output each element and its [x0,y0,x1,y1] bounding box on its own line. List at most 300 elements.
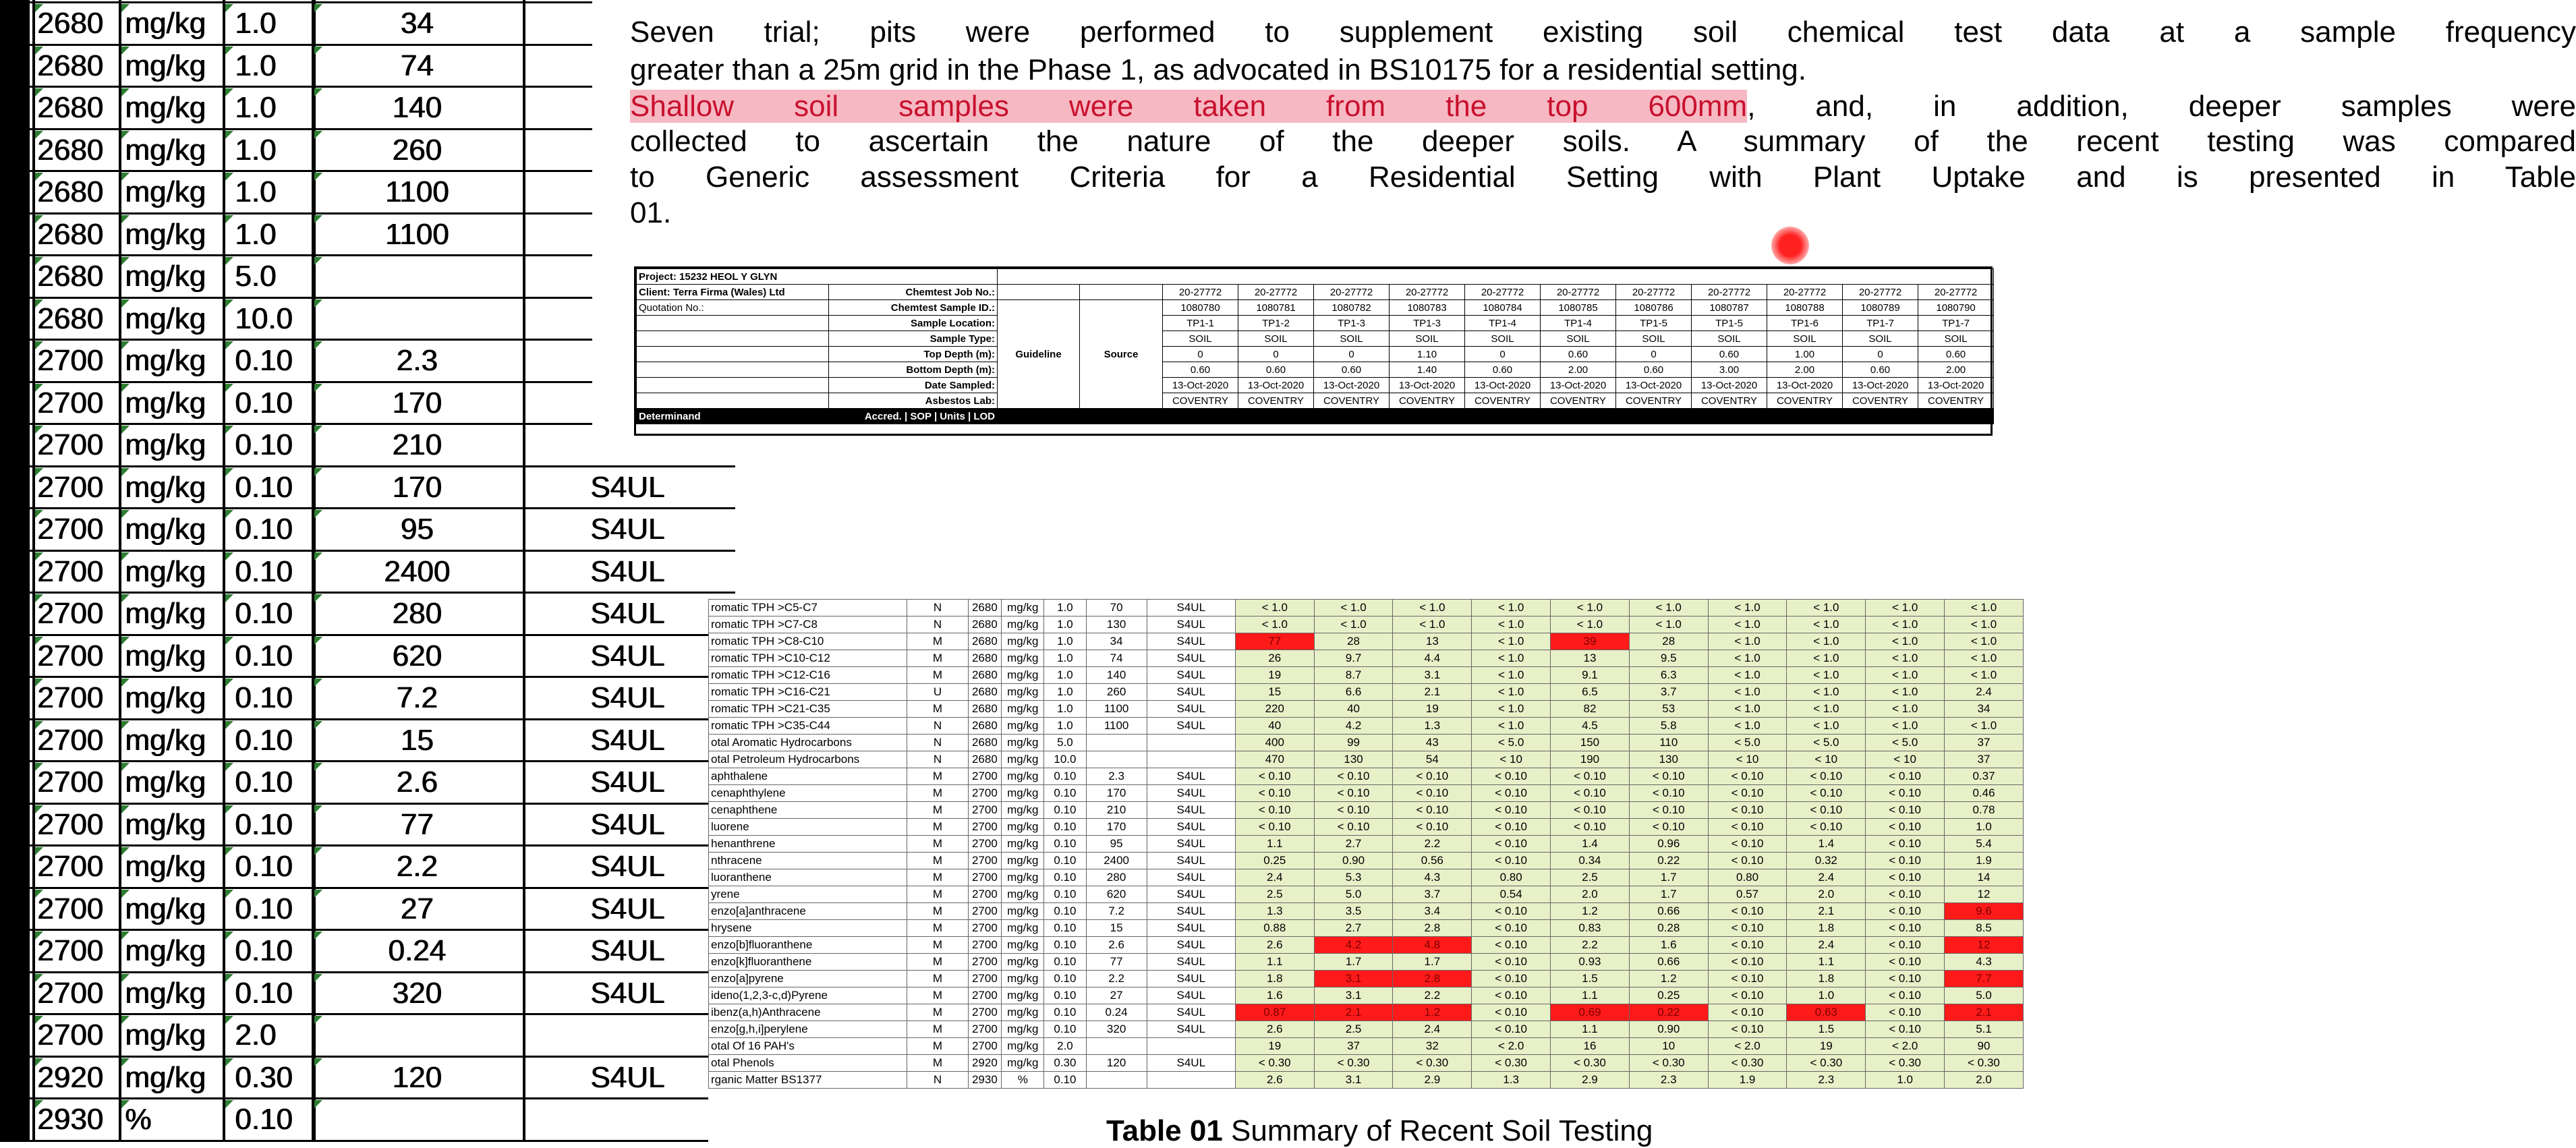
result-cell: 54 [1393,751,1472,768]
result-cell: 2.6 [1235,1072,1314,1089]
result-cell: < 0.10 [1551,768,1630,785]
units-cell: mg/kg [1002,987,1044,1004]
sample-header-cell: 1.10 [1390,347,1465,362]
result-cell: 0.37 [1945,768,2024,785]
table-cell: 2680 [37,260,103,293]
source-cell [1147,1072,1235,1089]
cell-indicator-icon [121,257,130,265]
sample-header-cell: 0 [1163,347,1238,362]
result-cell: < 0.10 [1866,869,1945,886]
source-cell: S4UL [1147,785,1235,802]
accred-cell: M [907,1004,968,1021]
result-cell: < 0.10 [1708,836,1787,853]
sop-cell: 2700 [968,1021,1002,1038]
result-cell: < 0.30 [1235,1055,1314,1072]
sample-header-cell: 20-27772 [1314,285,1390,300]
cell-indicator-icon [35,426,43,434]
sample-header-cell: 13-Oct-2020 [1767,378,1843,393]
accred-cell: N [907,735,968,751]
determinand-cell: romatic TPH >C35-C44 [709,718,907,735]
cell-indicator-icon [121,131,130,139]
cell-indicator-icon [121,974,130,982]
cell-indicator-icon [35,1058,43,1066]
result-cell: 2.5 [1314,1021,1393,1038]
cell-indicator-icon [314,805,322,813]
lod-cell: 1.0 [1044,718,1086,735]
result-cell: < 0.10 [1866,802,1945,819]
sample-header-cell: 0 [1465,347,1541,362]
result-cell: < 1.0 [1787,667,1866,684]
result-cell: 3.1 [1393,667,1472,684]
result-cell: 0.88 [1235,920,1314,937]
source-cell: S4UL [1147,600,1235,616]
result-cell: 0.80 [1472,869,1551,886]
table-cell: mg/kg [125,850,206,883]
table-cell: mg/kg [125,386,206,420]
result-cell: 2.9 [1551,1072,1630,1089]
table-cell: mg/kg [125,681,206,714]
lod-cell: 5.0 [1044,735,1086,751]
table-cell: 34 [400,7,434,40]
table-cell: mg/kg [125,175,206,208]
accred-cell: M [907,869,968,886]
result-cell: 1.0 [1866,1072,1945,1089]
table-row [0,888,735,930]
table-row [0,762,735,803]
cell-indicator-icon [121,468,130,476]
table-cell: 0.10 [235,344,293,377]
result-cell: 5.3 [1314,869,1393,886]
result-cell: < 2.0 [1472,1038,1551,1055]
table-row [709,768,2024,785]
header-field-label: Asbestos Lab: [829,393,998,409]
result-cell: 0.93 [1551,954,1630,971]
result-cell: < 0.10 [1393,819,1472,836]
cell-indicator-icon [121,4,130,12]
result-cell: < 0.10 [1866,954,1945,971]
result-cell: < 0.10 [1787,819,1866,836]
result-cell: < 0.10 [1235,785,1314,802]
result-cell: 32 [1393,1038,1472,1055]
client-label: Client: Terra Firma (Wales) Ltd [637,285,829,300]
guideline-cell: 34 [1086,633,1147,650]
source-cell: S4UL [1147,768,1235,785]
guideline-cell: 27 [1086,987,1147,1004]
cell-indicator-icon [35,257,43,265]
lod-cell: 1.0 [1044,701,1086,718]
result-cell: 37 [1945,735,2024,751]
result-cell: < 1.0 [1393,600,1472,616]
sample-header-cell: SOIL [1918,331,1994,347]
table-cell: 140 [392,91,442,124]
result-cell: < 5.0 [1708,735,1787,751]
lod-cell: 2.0 [1044,1038,1086,1055]
cell-indicator-icon [35,384,43,392]
cell-indicator-icon [225,890,233,898]
result-cell: 15 [1235,684,1314,701]
result-cell: 53 [1629,701,1708,718]
guideline-cell: 1100 [1086,718,1147,735]
result-cell: < 1.0 [1708,684,1787,701]
result-cell: 2.1 [1787,903,1866,920]
result-cell: 5.0 [1314,886,1393,903]
table-row [0,1057,735,1099]
table-cell: mg/kg [125,639,206,672]
source-cell: S4UL [1147,684,1235,701]
lod-cell: 1.0 [1044,667,1086,684]
cell-indicator-icon [314,257,322,265]
result-cell: 4.4 [1393,650,1472,667]
result-cell: < 0.10 [1235,802,1314,819]
units-cell: mg/kg [1002,735,1044,751]
result-cell: < 1.0 [1235,616,1314,633]
sample-header-cell: 1080785 [1541,300,1616,316]
result-cell: < 2.0 [1866,1038,1945,1055]
source-cell: S4UL [1147,1021,1235,1038]
sample-header-cell: COVENTRY [1314,393,1390,409]
table-cell: 0.10 [235,681,293,714]
result-cell: 3.4 [1393,903,1472,920]
units-cell: mg/kg [1002,869,1044,886]
table-row [709,785,2024,802]
result-cell: < 1.0 [1866,667,1945,684]
result-cell: < 1.0 [1945,633,2024,650]
cell-indicator-icon [225,173,233,181]
determinand-cell: enzo[a]pyrene [709,971,907,987]
table-cell: 170 [392,470,442,504]
cell-indicator-icon [121,594,130,602]
table-row [709,1004,2024,1021]
cell-indicator-icon [225,679,233,687]
cell-indicator-icon [35,721,43,729]
table-cell: 260 [392,133,442,167]
result-cell: < 1.0 [1708,667,1787,684]
result-cell: 130 [1314,751,1393,768]
cell-indicator-icon [35,468,43,476]
cell-indicator-icon [121,384,130,392]
units-cell: mg/kg [1002,1021,1044,1038]
source-header: Source [1080,300,1163,409]
cell-indicator-icon [225,257,233,265]
table-row [709,1021,2024,1038]
table-row [709,819,2024,836]
cell-indicator-icon [314,47,322,55]
result-cell: 2.3 [1629,1072,1708,1089]
lod-cell: 1.0 [1044,633,1086,650]
table-cell: 2680 [37,217,103,251]
guideline-cell [1086,735,1147,751]
result-cell: < 0.30 [1629,1055,1708,1072]
sop-cell: 2700 [968,853,1002,869]
sop-cell: 2700 [968,971,1002,987]
result-cell: 110 [1629,735,1708,751]
sample-header-cell: 13-Oct-2020 [1390,378,1465,393]
units-cell: mg/kg [1002,1038,1044,1055]
exceedance-cell: 0.63 [1787,1004,1866,1021]
table-cell: 2680 [37,302,103,335]
cell-indicator-icon [121,890,130,898]
result-cell: < 1.0 [1472,684,1551,701]
result-cell: 13 [1551,650,1630,667]
accred-cell: M [907,954,968,971]
table-row [709,836,2024,853]
cell-indicator-icon [314,763,322,771]
cell-indicator-icon [225,4,233,12]
cell-indicator-icon [314,468,322,476]
cell-indicator-icon [314,173,322,181]
result-cell: 1.1 [1235,836,1314,853]
result-cell: 0.46 [1945,785,2024,802]
table-cell: mg/kg [125,807,206,841]
cell-indicator-icon [35,805,43,813]
guideline-cell: 320 [1086,1021,1147,1038]
result-cell: < 0.10 [1314,819,1393,836]
result-cell: < 2.0 [1708,1038,1787,1055]
table-row [709,650,2024,667]
cell-indicator-icon [314,384,322,392]
cell-indicator-icon [35,215,43,223]
result-cell: 0.78 [1945,802,2024,819]
sample-header-cell: 20-27772 [1692,285,1767,300]
table-cell: S4UL [590,470,665,504]
result-cell: < 1.0 [1314,616,1393,633]
result-cell: 13 [1393,633,1472,650]
table-row [709,987,2024,1004]
result-cell: < 0.10 [1472,819,1551,836]
cell-indicator-icon [35,974,43,982]
cell-indicator-icon [35,510,43,518]
table-cell: 2700 [37,976,103,1010]
table-cell: mg/kg [125,428,206,461]
sample-header-cell: TP1-4 [1465,316,1541,331]
result-cell: 40 [1235,718,1314,735]
cell-indicator-icon [121,847,130,855]
determinand-header: Determinand [637,409,829,424]
result-cell: < 0.10 [1866,1021,1945,1038]
units-cell: mg/kg [1002,853,1044,869]
result-cell: < 0.30 [1866,1055,1945,1072]
result-cell: < 0.10 [1472,1004,1551,1021]
result-cell: 5.0 [1945,987,2024,1004]
determinand-cell: cenaphthene [709,802,907,819]
lod-cell: 0.10 [1044,903,1086,920]
table-row [709,869,2024,886]
sample-header-cell: 13-Oct-2020 [1238,378,1314,393]
guideline-cell: 280 [1086,869,1147,886]
source-cell: S4UL [1147,954,1235,971]
cell-indicator-icon [121,1058,130,1066]
lod-cell: 0.10 [1044,937,1086,954]
source-cell [1147,735,1235,751]
result-cell: 19 [1393,701,1472,718]
result-cell: 82 [1551,701,1630,718]
sop-cell: 2680 [968,701,1002,718]
lod-cell: 0.10 [1044,886,1086,903]
table-cell: S4UL [590,1060,665,1094]
table-cell: 0.10 [235,470,293,504]
sample-header-cell: 20-27772 [1465,285,1541,300]
cell-indicator-icon [35,552,43,561]
cell-indicator-icon [225,426,233,434]
lod-cell: 0.30 [1044,1055,1086,1072]
sample-header-cell: SOIL [1390,331,1465,347]
sop-cell: 2680 [968,684,1002,701]
source-cell: S4UL [1147,836,1235,853]
cell-indicator-icon [35,88,43,96]
result-cell: < 0.10 [1708,920,1787,937]
units-cell: mg/kg [1002,751,1044,768]
sample-header-cell: 13-Oct-2020 [1163,378,1238,393]
source-cell: S4UL [1147,701,1235,718]
cell-indicator-icon [314,847,322,855]
result-cell: 2.6 [1235,1021,1314,1038]
lod-cell: 1.0 [1044,650,1086,667]
result-cell: < 0.10 [1708,1021,1787,1038]
exceedance-cell: 4.8 [1393,937,1472,954]
table-cell: 0.10 [235,934,293,967]
lab-header-table [634,266,1993,436]
cell-indicator-icon [314,974,322,982]
cell-indicator-icon [121,88,130,96]
result-cell: 2.0 [1787,886,1866,903]
sample-header-cell: 20-27772 [1541,285,1616,300]
result-cell: 12 [1945,886,2024,903]
result-cell: 1.7 [1393,954,1472,971]
determinand-cell: romatic TPH >C5-C7 [709,600,907,616]
project-label: Project: 15232 HEOL Y GLYN [637,269,998,285]
result-cell: < 10 [1472,751,1551,768]
cell-indicator-icon [121,1016,130,1024]
sample-header-cell: TP1-3 [1314,316,1390,331]
determinand-cell: ibenz(a,h)Anthracene [709,1004,907,1021]
result-cell: 2.5 [1551,869,1630,886]
result-cell: < 0.10 [1629,768,1708,785]
result-cell: 2.7 [1314,836,1393,853]
table-cell: 2680 [37,133,103,167]
table-row [709,1055,2024,1072]
result-cell: < 0.10 [1708,1004,1787,1021]
laser-pointer-dot [1771,227,1809,264]
result-cell: 3.7 [1393,886,1472,903]
sample-header-cell: 0.60 [1238,362,1314,378]
units-cell: mg/kg [1002,920,1044,937]
result-cell: < 1.0 [1787,650,1866,667]
source-cell: S4UL [1147,853,1235,869]
guideline-cell: 95 [1086,836,1147,853]
units-cell: mg/kg [1002,650,1044,667]
result-cell: 1.0 [1945,819,2024,836]
table-row [709,1072,2024,1089]
result-cell: < 0.10 [1314,802,1393,819]
result-cell: 2.7 [1314,920,1393,937]
cell-indicator-icon [314,299,322,308]
result-cell: 1.8 [1235,971,1314,987]
sample-header-cell: 13-Oct-2020 [1616,378,1692,393]
result-cell: 40 [1314,701,1393,718]
cell-indicator-icon [314,131,322,139]
units-cell: mg/kg [1002,971,1044,987]
sample-header-cell: 20-27772 [1616,285,1692,300]
sample-header-cell: 20-27772 [1843,285,1918,300]
cell-indicator-icon [121,805,130,813]
sample-header-cell: COVENTRY [1692,393,1767,409]
guideline-cell: 70 [1086,600,1147,616]
table-cell: 0.10 [235,554,293,588]
cell-indicator-icon [225,805,233,813]
source-cell [1147,751,1235,768]
sample-header-cell: 13-Oct-2020 [1692,378,1767,393]
result-cell: < 1.0 [1866,616,1945,633]
sample-header-cell: COVENTRY [1918,393,1994,409]
sample-header-cell: 1080787 [1692,300,1767,316]
lod-cell: 10.0 [1044,751,1086,768]
sample-header-cell: TP1-6 [1767,316,1843,331]
result-cell: 37 [1945,751,2024,768]
determinand-cell: aphthalene [709,768,907,785]
table-cell: 2680 [37,175,103,208]
exceedance-cell: 2.1 [1945,1004,2024,1021]
sop-cell: 2700 [968,802,1002,819]
lod-cell: 0.10 [1044,971,1086,987]
result-cell: 1.0 [1787,987,1866,1004]
paragraph-line: Seven trial; pits were performed to supplement existing soil chemical test data at a sample frequency [630,16,2576,49]
cell-indicator-icon [225,299,233,308]
cell-indicator-icon [35,1016,43,1024]
result-cell: < 1.0 [1787,600,1866,616]
result-cell: 34 [1945,701,2024,718]
table-cell: 2700 [37,344,103,377]
units-cell: mg/kg [1002,819,1044,836]
accred-cell: M [907,701,968,718]
sample-header-cell: 1.00 [1767,347,1843,362]
source-cell: S4UL [1147,1004,1235,1021]
result-cell: 2.4 [1787,937,1866,954]
result-cell: 43 [1393,735,1472,751]
result-cell: 4.2 [1314,718,1393,735]
table-cell: 2700 [37,723,103,757]
table-cell: S4UL [590,850,665,883]
cell-indicator-icon [121,679,130,687]
table-cell: 2700 [37,850,103,883]
cell-indicator-icon [314,215,322,223]
result-cell: 2.1 [1393,684,1472,701]
cell-indicator-icon [314,552,322,561]
table-cell: 2.0 [235,1018,277,1052]
cell-indicator-icon [225,215,233,223]
sample-header-cell: 13-Oct-2020 [1918,378,1994,393]
cell-indicator-icon [225,974,233,982]
sample-header-cell: 13-Oct-2020 [1843,378,1918,393]
table-cell: S4UL [590,681,665,714]
guideline-cell: 120 [1086,1055,1147,1072]
table-cell [316,298,518,340]
result-cell: 9.1 [1551,667,1630,684]
table-caption: Table 01 Summary of Recent Soil Testing [1106,1114,1653,1147]
header-field-label: Sample Location: [829,316,998,331]
sample-header-cell: 0.60 [1616,362,1692,378]
table-cell: 0.10 [235,976,293,1010]
sop-cell: 2680 [968,616,1002,633]
accred-cell: M [907,785,968,802]
table-cell: 0.10 [235,723,293,757]
source-cell [1147,1038,1235,1055]
result-cell: < 0.10 [1472,785,1551,802]
table-cell: 5.0 [235,260,277,293]
result-cell: 99 [1314,735,1393,751]
table-row [0,846,735,888]
cell-indicator-icon [225,510,233,518]
source-cell: S4UL [1147,819,1235,836]
